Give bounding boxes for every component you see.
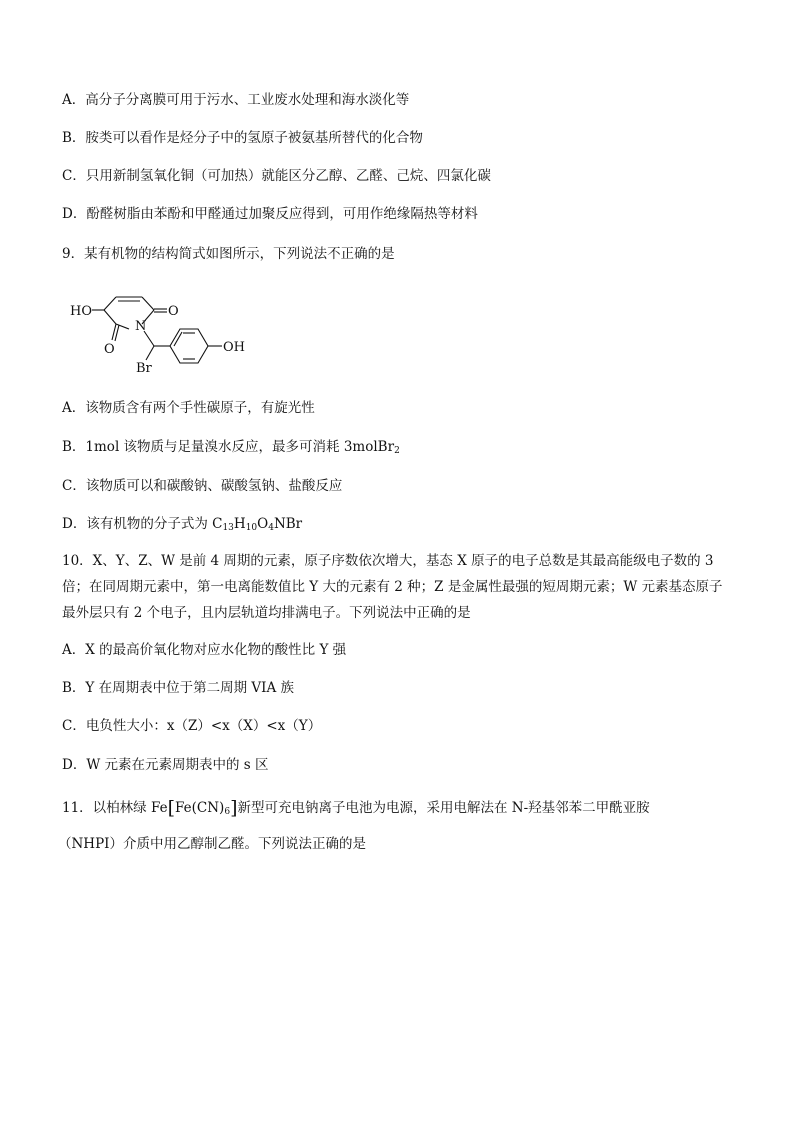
q10-option-b: B．Y 在周期表中位于第二周期 VIA 族	[62, 680, 295, 696]
label-oh: OH	[223, 340, 245, 355]
q9-stem: 9．某有机物的结构简式如图所示，下列说法不正确的是	[62, 246, 395, 262]
q9-option-c: C．该物质可以和碳酸钠、碳酸氢钠、盐酸反应	[62, 478, 343, 494]
q11-stem	[62, 798, 650, 822]
q9-option-a: A．该物质含有两个手性碳原子，有旋光性	[62, 400, 315, 416]
formula-o: O	[257, 516, 269, 532]
q9-option-b	[62, 437, 400, 461]
bond	[146, 346, 154, 360]
q9-option-b-text: B．1mol 该物质与足量溴水反应，最多可消耗 3molBr	[62, 439, 395, 455]
formula-nbr: NBr	[273, 516, 303, 532]
subscript: 2	[394, 446, 400, 456]
formula-h: H	[233, 516, 246, 532]
subscript: 13	[222, 523, 234, 533]
formula-cn: (CN)	[191, 800, 225, 816]
bond	[104, 310, 116, 324]
subscript: 4	[268, 523, 274, 533]
q10-stem: 10．X、Y、Z、W 是前 4 周期的元素，原子序数依次增大，基态 X 原子的电子总数是其最高能级电子数的 3 倍；在同周期元素中，第一电离能数值比 Y 大的元素有 2 种；Z 是金属性最强的短周期元素；W 元素基态原子最外层只有 2 个电子，且内层轨道均排满电子。下列说法中正确的是	[62, 553, 723, 621]
bond	[104, 297, 116, 310]
label-ho: HO	[70, 304, 92, 319]
bracket-left: [	[167, 797, 176, 819]
label-o-bottom: O	[104, 342, 115, 357]
q8-option-a: A．高分子分离膜可用于污水、工业废水处理和海水淡化等	[62, 92, 410, 108]
q11-stem-start: 11．以柏林绿 Fe	[62, 800, 168, 816]
double-bond	[174, 332, 182, 346]
subscript: 10	[245, 523, 258, 533]
label-br: Br	[136, 361, 152, 376]
bracket-right: ]	[230, 797, 238, 819]
q10-option-a: A．X 的最高价氧化物对应水化物的酸性比 Y 强	[62, 642, 347, 658]
formula-fe: Fe	[175, 800, 192, 816]
label-o-right: O	[168, 304, 179, 319]
q8-option-c: C．只用新制氢氧化铜（可加热）就能区分乙醇、乙醛、己烷、四氯化碳	[62, 168, 491, 184]
q11-stem-end: 新型可充电钠离子电池为电源，采用电解法在 N-羟基邻苯二甲酰亚胺	[237, 800, 650, 816]
q8-option-b: B．胺类可以看作是烃分子中的氢原子被氨基所替代的化合物	[62, 130, 423, 146]
bond	[142, 297, 154, 310]
label-n: N	[135, 319, 147, 334]
q9-option-d	[62, 514, 302, 538]
q10-option-d: D．W 元素在元素周期表中的 s 区	[62, 757, 269, 773]
q11-stem-line2: （NHPI）介质中用乙醇制乙醛。下列说法正确的是	[58, 836, 367, 852]
benzene-ring	[170, 329, 208, 363]
q9-option-d-text: D．该有机物的分子式为 C	[62, 516, 223, 532]
subscript: 6	[224, 807, 231, 817]
q10-option-c: C．电负性大小：x（Z）<x（X）<x（Y）	[62, 718, 322, 734]
q8-option-d: D．酚醛树脂由苯酚和甲醛通过加聚反应得到，可用作绝缘隔热等材料	[62, 206, 478, 222]
structure-diagram	[66, 284, 266, 384]
